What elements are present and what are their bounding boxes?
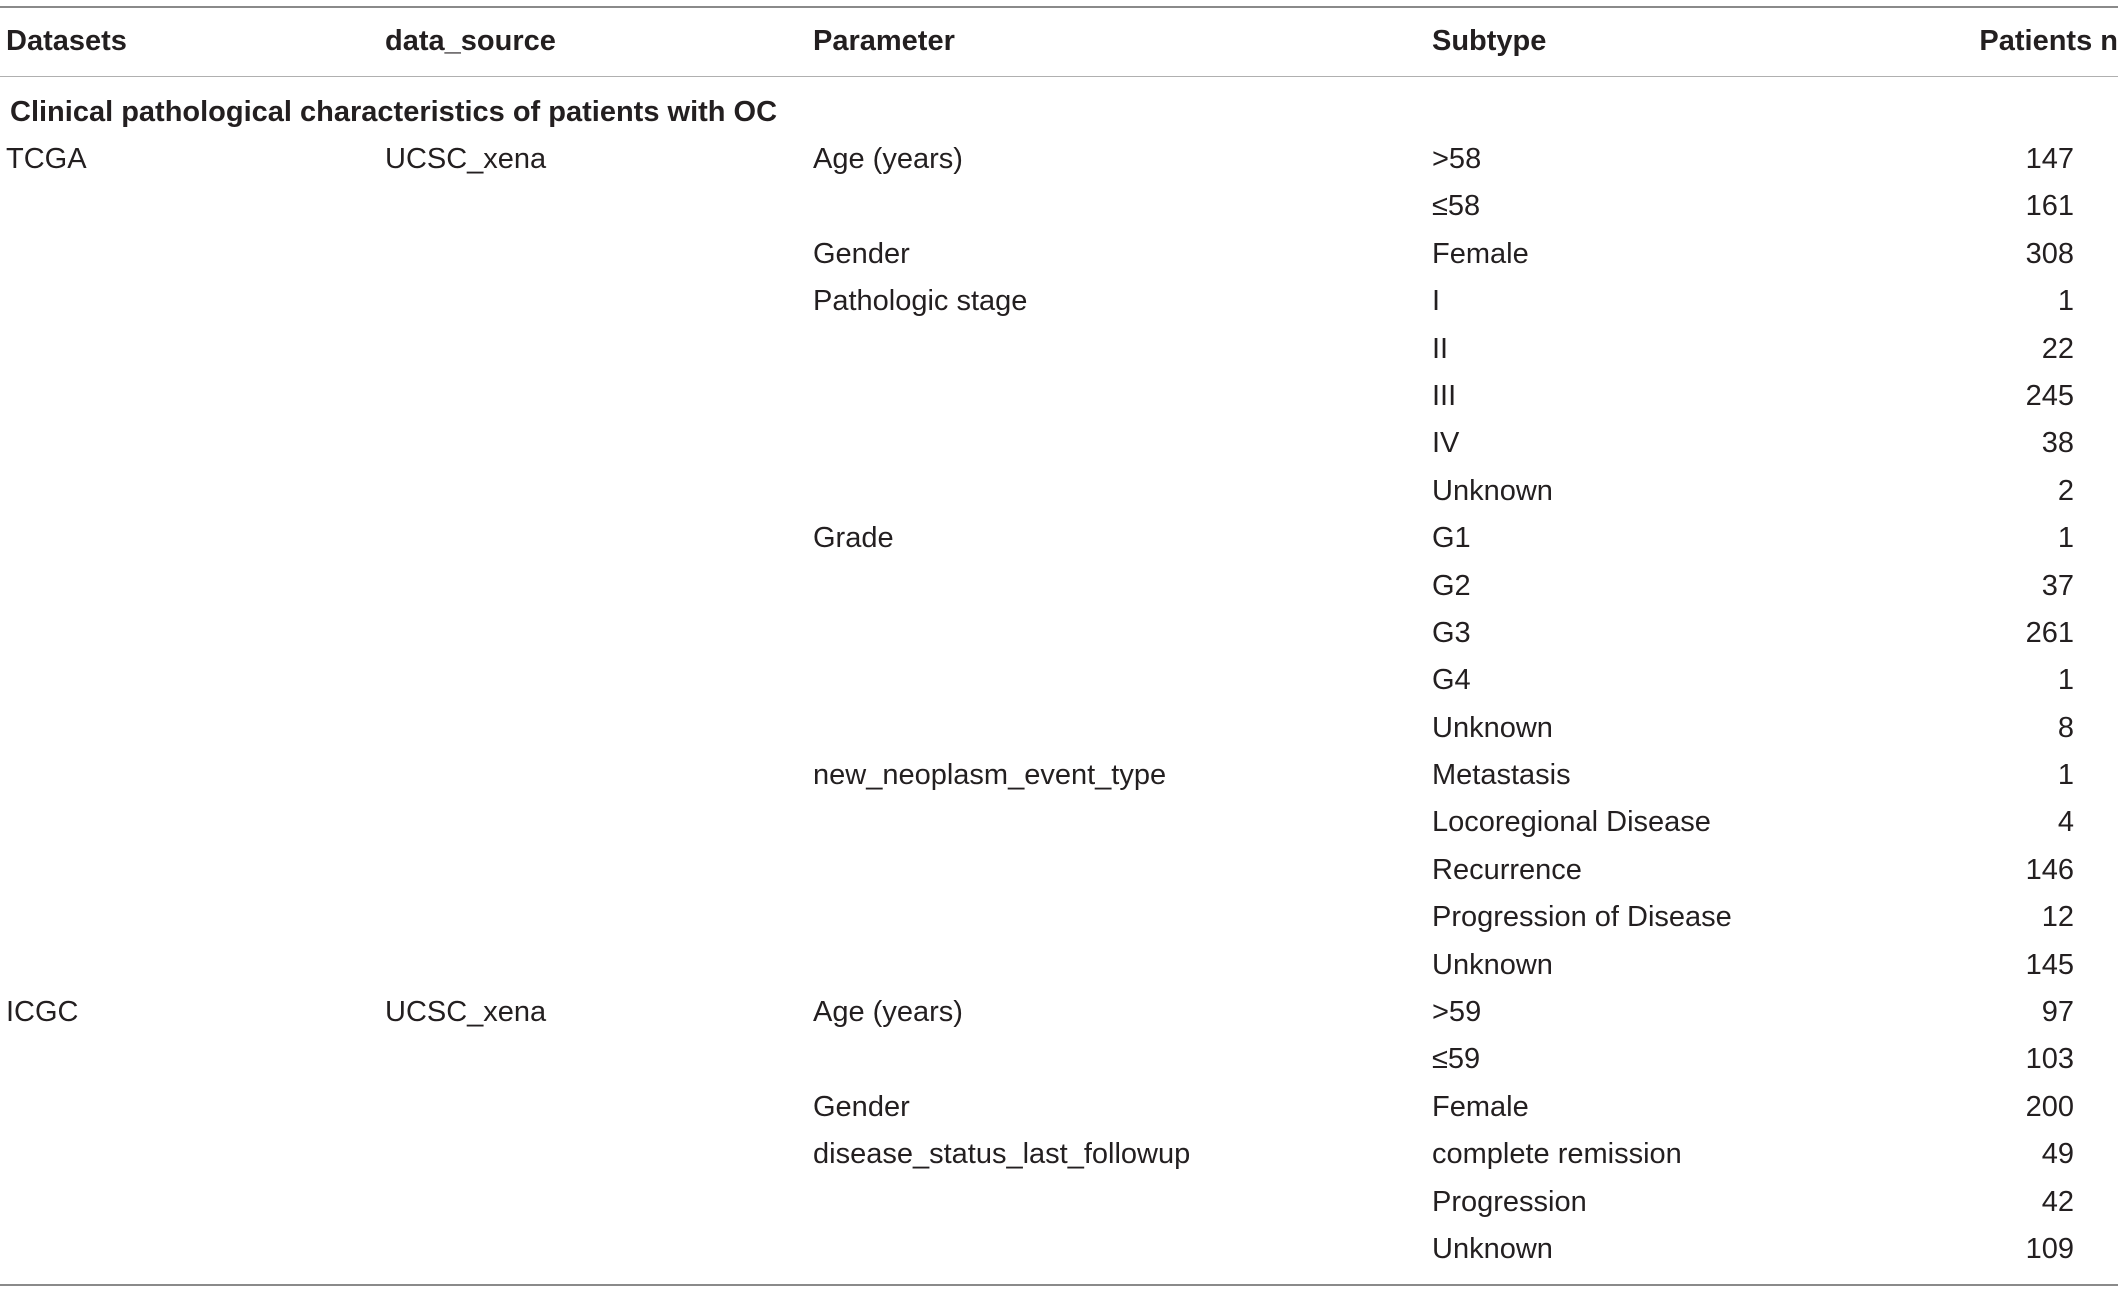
cell-patients: 37 bbox=[2041, 569, 2074, 602]
table-row bbox=[0, 468, 2118, 515]
cell-parameter: Gender bbox=[813, 1090, 910, 1123]
table-bottom-rule bbox=[0, 1284, 2118, 1286]
header-parameter: Parameter bbox=[813, 25, 955, 57]
cell-subtype: Locoregional Disease bbox=[1432, 806, 1711, 839]
table-row bbox=[0, 183, 2118, 230]
cell-subtype: >59 bbox=[1432, 996, 1482, 1029]
cell-subtype: complete remission bbox=[1432, 1138, 1682, 1171]
header-patients: Patients n bbox=[1979, 25, 2118, 57]
cell-patients: 22 bbox=[2041, 332, 2074, 365]
cell-dataset: ICGC bbox=[6, 996, 79, 1029]
table-body bbox=[0, 136, 2118, 1273]
cell-subtype: Progression bbox=[1432, 1185, 1587, 1218]
cell-parameter: Gender bbox=[813, 237, 910, 270]
table-row bbox=[0, 1036, 2118, 1083]
cell-parameter: new_neoplasm_event_type bbox=[813, 759, 1167, 792]
cell-subtype: Unknown bbox=[1432, 711, 1553, 744]
cell-patients: 2 bbox=[2057, 474, 2074, 507]
cell-dataset: TCGA bbox=[6, 143, 87, 175]
cell-patients: 103 bbox=[2025, 1043, 2074, 1076]
table-row bbox=[0, 1131, 2118, 1178]
cell-patients: 12 bbox=[2041, 901, 2074, 934]
cell-data-source: UCSC_xena bbox=[385, 996, 547, 1029]
table-row bbox=[0, 657, 2118, 704]
cell-subtype: III bbox=[1432, 379, 1457, 412]
table-row bbox=[0, 1179, 2118, 1226]
table-row bbox=[0, 705, 2118, 752]
cell-patients: 1 bbox=[2057, 285, 2074, 318]
cell-patients: 109 bbox=[2025, 1232, 2074, 1265]
cell-subtype: Recurrence bbox=[1432, 853, 1582, 886]
table-row bbox=[0, 326, 2118, 373]
cell-parameter: Age (years) bbox=[813, 996, 963, 1029]
cell-subtype: Metastasis bbox=[1432, 759, 1571, 792]
table-row bbox=[0, 1226, 2118, 1273]
table-row bbox=[0, 942, 2118, 989]
header-datasets: Datasets bbox=[6, 25, 127, 57]
header-data-source: data_source bbox=[385, 25, 556, 57]
cell-subtype: II bbox=[1432, 332, 1449, 365]
table-row bbox=[0, 373, 2118, 420]
cell-patients: 1 bbox=[2057, 759, 2074, 792]
table-row bbox=[0, 894, 2118, 941]
cell-patients: 1 bbox=[2057, 522, 2074, 555]
table-header-row bbox=[0, 6, 2118, 76]
cell-subtype: G2 bbox=[1432, 569, 1471, 602]
table-row bbox=[0, 847, 2118, 894]
cell-patients: 8 bbox=[2057, 711, 2074, 744]
cell-patients: 38 bbox=[2041, 427, 2074, 460]
cell-subtype: >58 bbox=[1432, 143, 1482, 175]
table-row bbox=[0, 1084, 2118, 1131]
cell-patients: 1 bbox=[2057, 664, 2074, 697]
table-row bbox=[0, 610, 2118, 657]
cell-subtype: G4 bbox=[1432, 664, 1471, 697]
table-row bbox=[0, 420, 2118, 467]
cell-patients: 97 bbox=[2041, 996, 2074, 1029]
cell-subtype: Progression of Disease bbox=[1432, 901, 1732, 934]
cell-subtype: IV bbox=[1432, 427, 1460, 460]
table-row bbox=[0, 989, 2118, 1036]
cell-subtype: Unknown bbox=[1432, 948, 1553, 981]
cell-subtype: G3 bbox=[1432, 616, 1471, 649]
cell-parameter: Pathologic stage bbox=[813, 285, 1028, 318]
cell-patients: 147 bbox=[2025, 143, 2074, 175]
header-subtype: Subtype bbox=[1432, 25, 1547, 57]
cell-patients: 261 bbox=[2025, 616, 2074, 649]
cell-patients: 200 bbox=[2025, 1090, 2074, 1123]
table-row bbox=[0, 515, 2118, 562]
cell-subtype: Female bbox=[1432, 237, 1529, 270]
cell-patients: 245 bbox=[2025, 379, 2074, 412]
cell-parameter: disease_status_last_followup bbox=[813, 1138, 1191, 1171]
table-row bbox=[0, 563, 2118, 610]
cell-subtype: ≤59 bbox=[1432, 1043, 1481, 1076]
cell-patients: 42 bbox=[2041, 1185, 2074, 1218]
table-row bbox=[0, 136, 2118, 183]
table-row bbox=[0, 278, 2118, 325]
table-row bbox=[0, 752, 2118, 799]
cell-subtype: G1 bbox=[1432, 522, 1471, 555]
cell-subtype: ≤58 bbox=[1432, 190, 1481, 223]
cell-patients: 146 bbox=[2025, 853, 2074, 886]
cell-subtype: Female bbox=[1432, 1090, 1529, 1123]
cell-subtype: Unknown bbox=[1432, 474, 1553, 507]
cell-patients: 161 bbox=[2025, 190, 2074, 223]
cell-patients: 4 bbox=[2057, 806, 2074, 839]
cell-parameter: Age (years) bbox=[813, 143, 963, 175]
cell-subtype: Unknown bbox=[1432, 1232, 1553, 1265]
table-row bbox=[0, 231, 2118, 278]
table-header-rule bbox=[0, 76, 2118, 77]
cell-patients: 145 bbox=[2025, 948, 2074, 981]
section-title: Clinical pathological characteristics of patients with OC bbox=[10, 96, 778, 128]
cell-subtype: I bbox=[1432, 285, 1441, 318]
cell-parameter: Grade bbox=[813, 522, 894, 555]
table-row bbox=[0, 799, 2118, 846]
cell-patients: 49 bbox=[2041, 1138, 2074, 1171]
cell-data-source: UCSC_xena bbox=[385, 143, 547, 175]
cell-patients: 308 bbox=[2025, 237, 2074, 270]
